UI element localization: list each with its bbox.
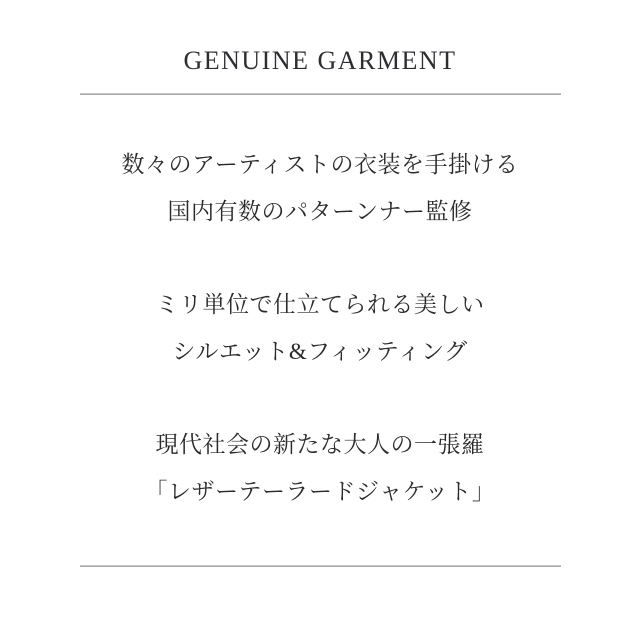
copy-section [0,141,640,515]
top-divider [80,93,561,95]
copy-line-1-1: 数々のアーティストの衣装を手掛ける [121,152,519,177]
copy-block-1 [0,141,640,235]
banner-title: GENUINE GARMENT [183,46,457,75]
copy-line-3-1: 現代社会の新たな大人の一張羅 [155,432,485,457]
copy-block-3 [0,421,640,515]
copy-block-2 [0,281,640,375]
copy-line-3-2: 「レザーテーラードジャケット」 [144,479,496,504]
bottom-divider [80,565,561,567]
copy-line-1-2: 国内有数のパターンナー監修 [167,199,473,224]
copy-line-2-2: シルエット&フィッティング [172,339,468,364]
copy-line-2-1: ミリ単位で仕立てられる美しい [155,292,485,317]
